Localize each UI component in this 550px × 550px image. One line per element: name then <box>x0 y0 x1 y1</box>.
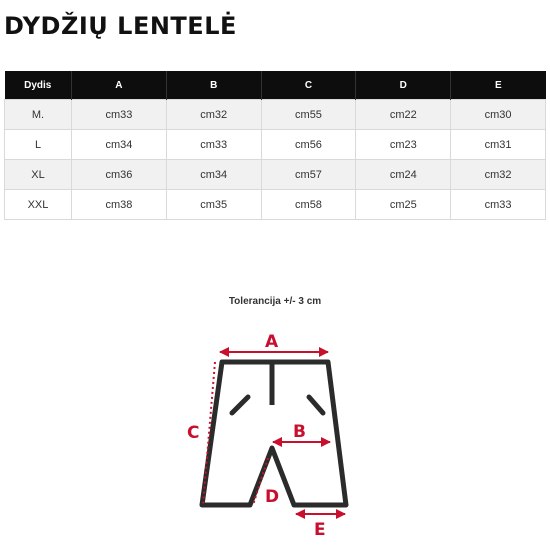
dimension-c-label: C <box>187 423 200 443</box>
page-title: DYDŽIŲ LENTELĖ <box>4 12 237 40</box>
table-row <box>5 130 546 160</box>
dimension-e-label: E <box>314 520 326 540</box>
header-a: A <box>72 71 167 100</box>
cell-b: cm34 <box>166 160 261 190</box>
cell-d: cm22 <box>356 100 451 130</box>
cell-size: L <box>5 130 72 160</box>
cell-a: cm38 <box>72 190 167 220</box>
dimension-d-label: D <box>265 487 280 507</box>
cell-a: cm34 <box>72 130 167 160</box>
header-size: Dydis <box>5 71 72 100</box>
cell-b: cm33 <box>166 130 261 160</box>
cell-e: cm31 <box>451 130 546 160</box>
cell-c: cm55 <box>261 100 356 130</box>
cell-e: cm33 <box>451 190 546 220</box>
cell-b: cm32 <box>166 100 261 130</box>
cell-a: cm33 <box>72 100 167 130</box>
header-c: C <box>261 71 356 100</box>
cell-c: cm58 <box>261 190 356 220</box>
header-d: D <box>356 71 451 100</box>
cell-e: cm30 <box>451 100 546 130</box>
table-header-row <box>5 71 546 100</box>
dimension-b-label: B <box>293 422 306 442</box>
shorts-measurement-diagram <box>180 325 370 545</box>
cell-d: cm25 <box>356 190 451 220</box>
cell-d: cm24 <box>356 160 451 190</box>
cell-d: cm23 <box>356 130 451 160</box>
cell-c: cm57 <box>261 160 356 190</box>
cell-size: M. <box>5 100 72 130</box>
cell-c: cm56 <box>261 130 356 160</box>
tolerance-note: Tolerancija +/- 3 cm <box>228 296 322 307</box>
table-row <box>5 190 546 220</box>
cell-e: cm32 <box>451 160 546 190</box>
cell-a: cm36 <box>72 160 167 190</box>
cell-size: XL <box>5 160 72 190</box>
cell-b: cm35 <box>166 190 261 220</box>
table-row <box>5 160 546 190</box>
header-e: E <box>451 71 546 100</box>
dimension-a-label: A <box>265 332 279 352</box>
cell-size: XXL <box>5 190 72 220</box>
shorts-icon <box>202 362 346 505</box>
size-table <box>4 71 546 220</box>
table-row <box>5 100 546 130</box>
header-b: B <box>166 71 261 100</box>
